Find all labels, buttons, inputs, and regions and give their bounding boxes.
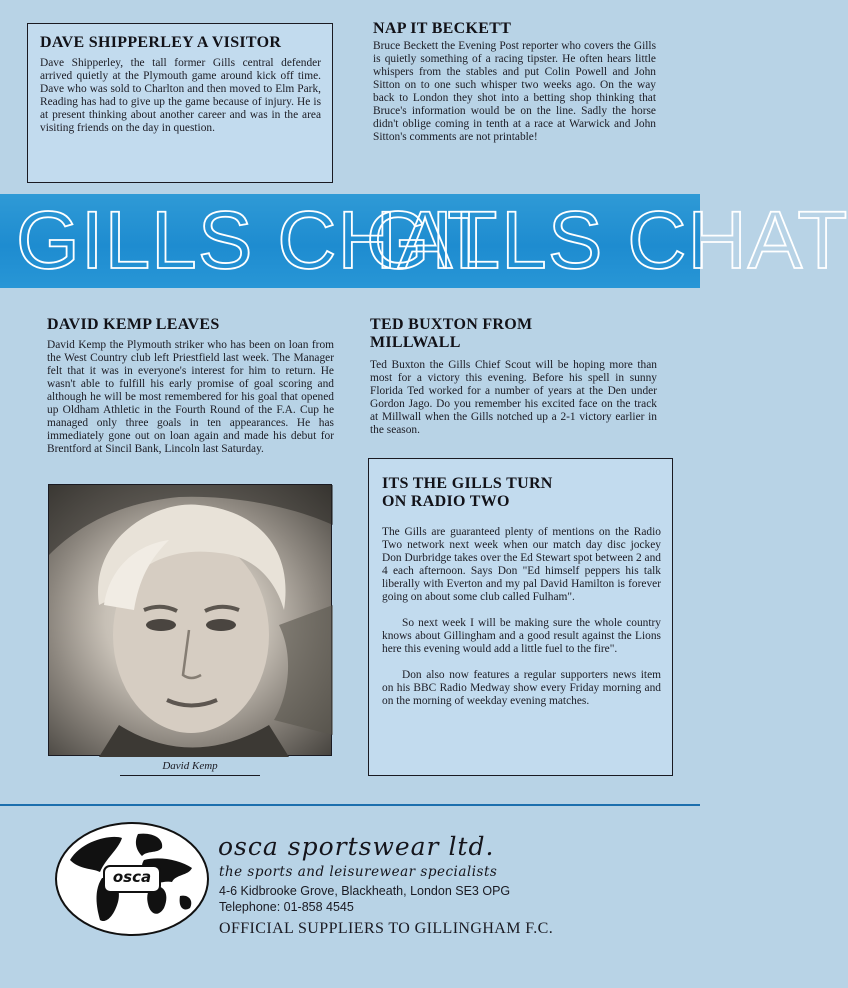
- company-name: osca sportswear ltd.: [218, 832, 495, 861]
- caption-rule: [120, 775, 260, 776]
- company-telephone: Telephone: 01-858 4545: [219, 900, 354, 914]
- kemp-body: David Kemp the Plymouth striker who has been on loan from the West Country club left Priestfield last week. The Manager felt that it was in everyone's interest for him to return. He wasn't able to fulfill his early promise of goal scoring and although he will be most remembered for his goal that opened up Oldham Athletic in the Fourth Round of the F.A. Cup he managed only three goals in ten appearances. He has immediately gone out on loan again and made his debut for Brentford at Sincil Bank, Lincoln last Saturday.: [47, 339, 334, 456]
- buxton-heading-line1: TED BUXTON FROM: [370, 316, 533, 333]
- footer-divider: [0, 804, 700, 806]
- beckett-body: Bruce Beckett the Evening Post reporter who covers the Gills is quietly something of a racing tipster. He often hears little whispers from the stables and put Colin Powell and John Sitton on to one such whisper two weeks ago. On the way back to London they shot into a betting shop thinking that Bruce's information would be on the line. Sadly the horse didn't oblige coming in tenth at a race at Warwick and John Sitton's comments are not printable!: [373, 40, 656, 144]
- buxton-heading-line2: MILLWALL: [370, 334, 461, 352]
- official-suppliers: OFFICIAL SUPPLIERS TO GILLINGHAM F.C.: [219, 920, 554, 937]
- radio-para3: Don also now features a regular supporters news item on his BBC Radio Medway show every Friday morning and on the morning of weekday evening matches.: [382, 668, 661, 707]
- photo-caption: David Kemp: [162, 760, 218, 772]
- radio-heading-line1: ITS THE GILLS TURN: [382, 475, 553, 492]
- radio-box: [368, 458, 673, 776]
- kemp-article: [47, 316, 334, 456]
- gills-chat-banner: [0, 194, 848, 288]
- shipperley-heading: DAVE SHIPPERLEY A VISITOR: [40, 34, 282, 51]
- beckett-article: [373, 20, 656, 144]
- banner-title-right: GILLS CHAT: [366, 195, 848, 286]
- shipperley-body: Dave Shipperley, the tall former Gills central defender arrived quietly at the Plymouth game around kick off time. Dave who was sold to Charlton and then moved to Elm Park, Reading has had to give up the game because of injury. He is at present thinking about another career and was in the area visiting friends on the day in question.: [40, 57, 321, 135]
- company-tagline: the sports and leisurewear specialists: [219, 864, 498, 880]
- radio-heading-line2: ON RADIO TWO: [382, 493, 510, 511]
- shipperley-box: [27, 23, 333, 183]
- banner-title-left: GILLS CHAT: [16, 195, 499, 286]
- radio-para2: So next week I will be making sure the whole country knows about Gillingham and a good result against the Lions here this evening would add a little fuel to the fire".: [382, 616, 661, 655]
- kemp-photo: [48, 484, 332, 756]
- radio-para1: The Gills are guaranteed plenty of mentions on the Radio Two network next week when our match day disc jockey Don Durbridge takes over the Ed Stewart spot between 2 and 4 each afternoon. Says Don "Ed himself peppers his talk liberally with Everton and my pal David Hamilton is forever going on about some club called Fulham".: [382, 525, 661, 603]
- osca-logo-text: osca: [112, 868, 152, 886]
- buxton-body: Ted Buxton the Gills Chief Scout will be hoping more than most for a victory this evening. Before his spell in sunny Florida Ted worked for a number of years at the Den under Gordon Jago. Do you remember his excited face on the track at Millwall when the Gills notched up a 2-1 victory earlier in the season.: [370, 358, 657, 436]
- portrait-illustration: [49, 485, 333, 757]
- kemp-heading: DAVID KEMP LEAVES: [47, 316, 220, 333]
- buxton-article: [370, 316, 657, 437]
- beckett-heading: NAP IT BECKETT: [373, 20, 512, 37]
- osca-advert: [0, 812, 700, 988]
- company-address: 4-6 Kidbrooke Grove, Blackheath, London SE3 OPG: [219, 884, 511, 898]
